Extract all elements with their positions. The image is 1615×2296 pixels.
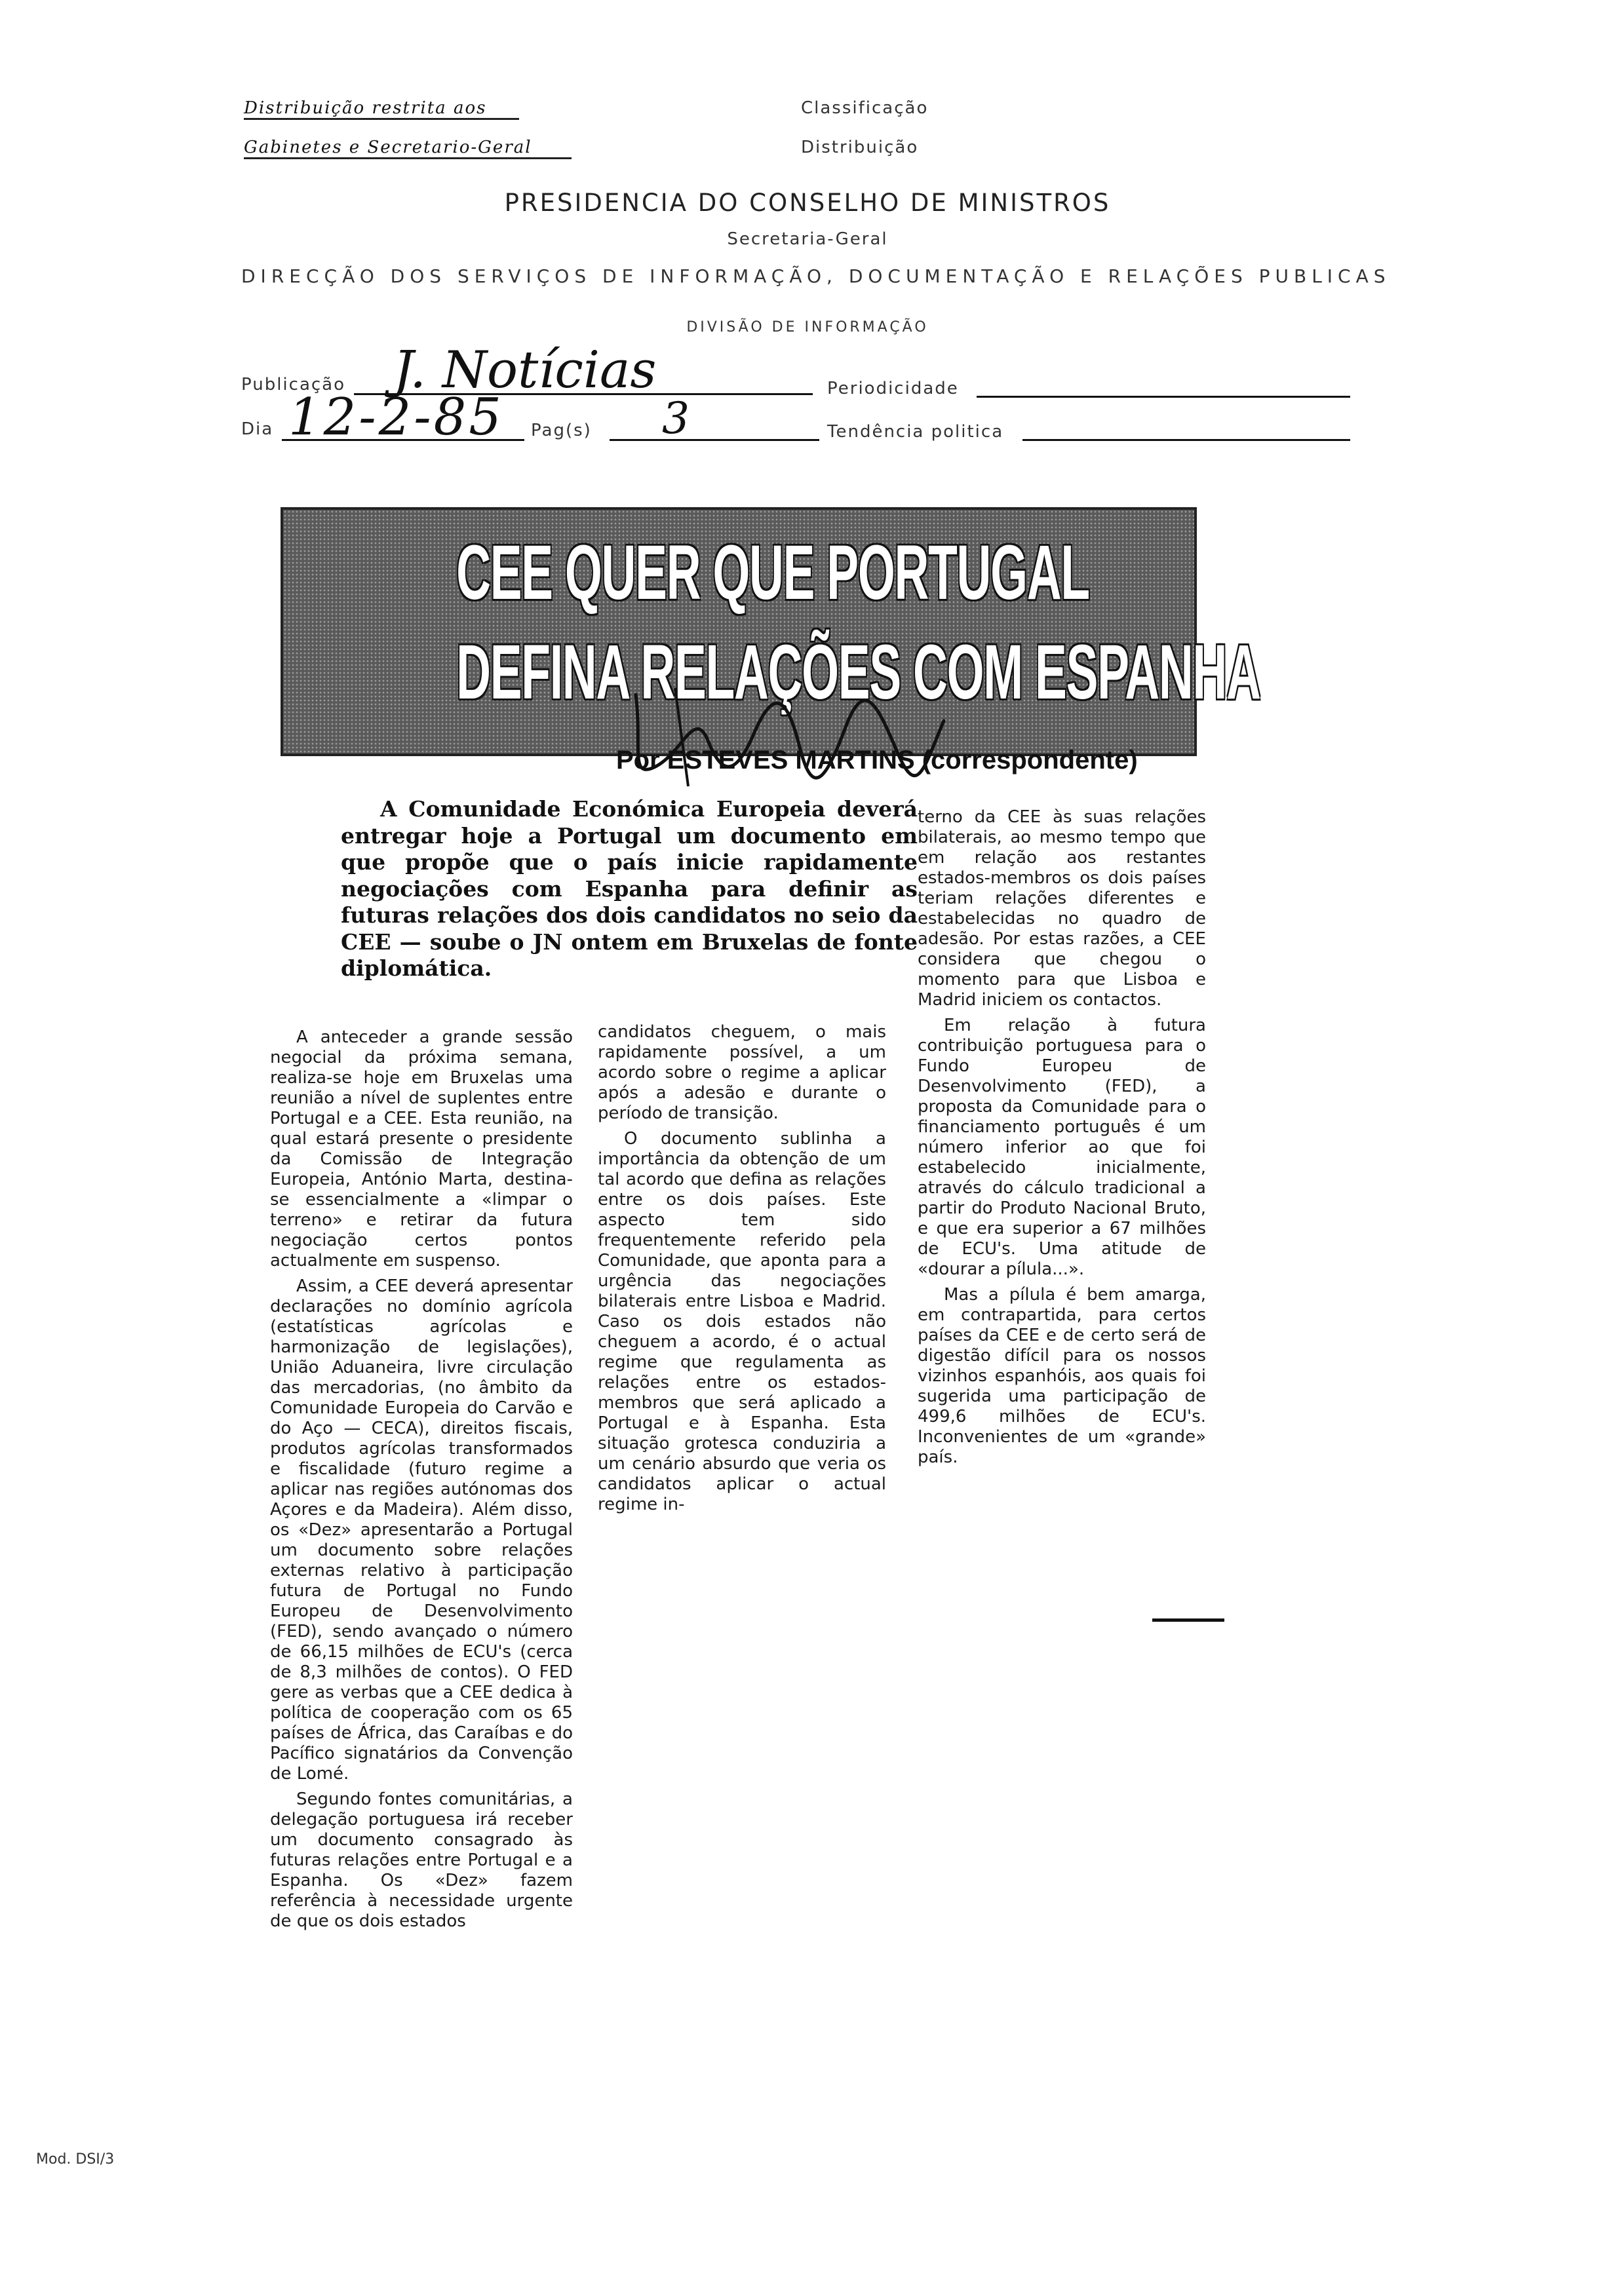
headline-line-1: CEE QUER QUE PORTUGAL (456, 529, 1089, 616)
secretariat-subtitle: Secretaria-Geral (727, 229, 888, 249)
political-tendency-underline (1022, 439, 1350, 441)
paragraph: Assim, a CEE deverá apresentar declarações no domínio agrícola (estatísticas agrícolas e harmonização de legislações), União Aduaneira, livre circulação das mercadorias, (no âmbito da Comunidade Europeia do Carvão e do Aço — CECA), direitos fiscais, produtos agrícolas transformados e fiscalidade (futuro regime a aplicar nas regiões autónomas dos Açores e da Madeira). Além disso, os «Dez» apresentarão a Portugal um documento sobre relações externas relativo à participação futura de Portugal no Fundo Europeu de Desenvolvimento (FED), sendo avançado o número de 66,15 milhões de ECU's (cerca de 8,3 milhões de contos). O FED gere as verbas que a CEE dedica à política de cooperação com os 65 países de África, das Caraíbas e do Pacífico signatários da Convenção de Lomé. (270, 1276, 573, 1784)
division-title: DIVISÃO DE INFORMAÇÃO (686, 319, 929, 335)
byline: Por ESTEVES MARTINS (correspondente) (616, 746, 1138, 775)
paragraph: Segundo fontes comunitárias, a delegação portuguesa irá receber um documento consagrado às futuras relações entre Portugal e a Espanha. Os «Dez» fazem referência à necessidade urgente de que os dois estados (270, 1789, 573, 1931)
publication-label: Publicação (241, 375, 346, 394)
political-tendency-label: Tendência politica (827, 422, 1004, 442)
paragraph: A anteceder a grande sessão negocial da próxima semana, realiza-se hoje em Bruxelas uma reunião a nível de suplentes entre Portugal e a CEE. Esta reunião, na qual estará presente o presidente da Comissão de Integração Europeia, António Marta, destina-se essencialmente a «limpar o terreno» e retirar da futura negociação certos pontos actualmente em suspenso. (270, 1027, 573, 1271)
paragraph: Em relação à futura contribuição portuguesa para o Fundo Europeu de Desenvolvimento (FED), a proposta da Comunidade para o financiamento português é um número inferior ao que foi estabelecido inicialmente, através do cálculo tradicional a partir do Produto Nacional Bruto, e que era superior a 67 milhões de ECU's. Uma atitude de «dourar a pílula...». (918, 1016, 1206, 1279)
paragraph: O documento sublinha a importância da obtenção de um tal acordo que defina as relações entre os dois países. Este aspecto tem sido frequentemente referido pela Comunidade, que aponta para a urgência das negociações bilaterais entre Lisboa e Madrid. Caso os dois estados não cheguem a acordo, é o actual regime que regulamenta as relações entre os estados-membros que será aplicado a Portugal e à Espanha. Esta situação grotesca conduziria a um cenário absurdo que veria os candidatos aplicar o actual regime in- (598, 1129, 886, 1514)
article-end-rule (1152, 1618, 1224, 1622)
paragraph: terno da CEE às suas relações bilaterais, ao mesmo tempo que em relação aos restantes estados-membros os dois países teriam relações diferentes e estabelecidas no quadro de adesão. Por estas razões, a CEE considera que chegou o momento para que Lisboa e Madrid iniciem os contactos. (918, 807, 1206, 1010)
periodicity-label: Periodicidade (827, 379, 959, 398)
article-lead: A Comunidade Económica Europeia deverá entregar hoje a Portugal um documento em que propõe que o país inicie rapidamente negociações com Espanha para definir as futuras relações dos dois candidatos no seio da CEE — soube o JN ontem em Bruxelas de fonte diplomática. (341, 796, 918, 981)
day-label: Dia (241, 419, 274, 439)
pages-underline (610, 439, 819, 441)
publication-value: J. Notícias (393, 341, 657, 400)
distribution-restricted-line1: Distribuição restrita aos (244, 98, 519, 120)
distribution-label: Distribuição (801, 138, 919, 157)
paragraph: candidatos cheguem, o mais rapidamente possível, a um acordo sobre o regime a aplicar após a adesão e durante o período de transição. (598, 1022, 886, 1123)
periodicity-underline (977, 396, 1350, 398)
article-column-3 (918, 807, 1206, 1468)
form-code: Mod. DSI/3 (36, 2151, 115, 2168)
classification-label: Classificação (801, 98, 929, 118)
article-column-2 (598, 1022, 886, 1515)
distribution-restricted-line2: Gabinetes e Secretario-Geral (244, 138, 572, 159)
paragraph: Mas a pílula é bem amarga, em contrapartida, para certos países da CEE e de certo será de digestão difícil para os nossos vizinhos espanhóis, aos quais foi sugerida uma participação de 499,6 milhões de ECU's. Inconvenientes de um «grande» país. (918, 1285, 1206, 1467)
headline-line-2: DEFINA RELAÇÕES COM ESPANHA (456, 629, 1260, 716)
pages-label: Pag(s) (531, 421, 592, 440)
presidency-title: PRESIDENCIA DO CONSELHO DE MINISTROS (504, 189, 1111, 217)
day-value: 12-2-85 (288, 388, 504, 447)
signature-scrawl (616, 668, 957, 799)
pages-value: 3 (662, 393, 690, 444)
directorate-title: DIRECÇÃO DOS SERVIÇOS DE INFORMAÇÃO, DOCUMENTAÇÃO E RELAÇÕES PUBLICAS (241, 265, 1391, 287)
article-column-1 (270, 1027, 573, 1932)
